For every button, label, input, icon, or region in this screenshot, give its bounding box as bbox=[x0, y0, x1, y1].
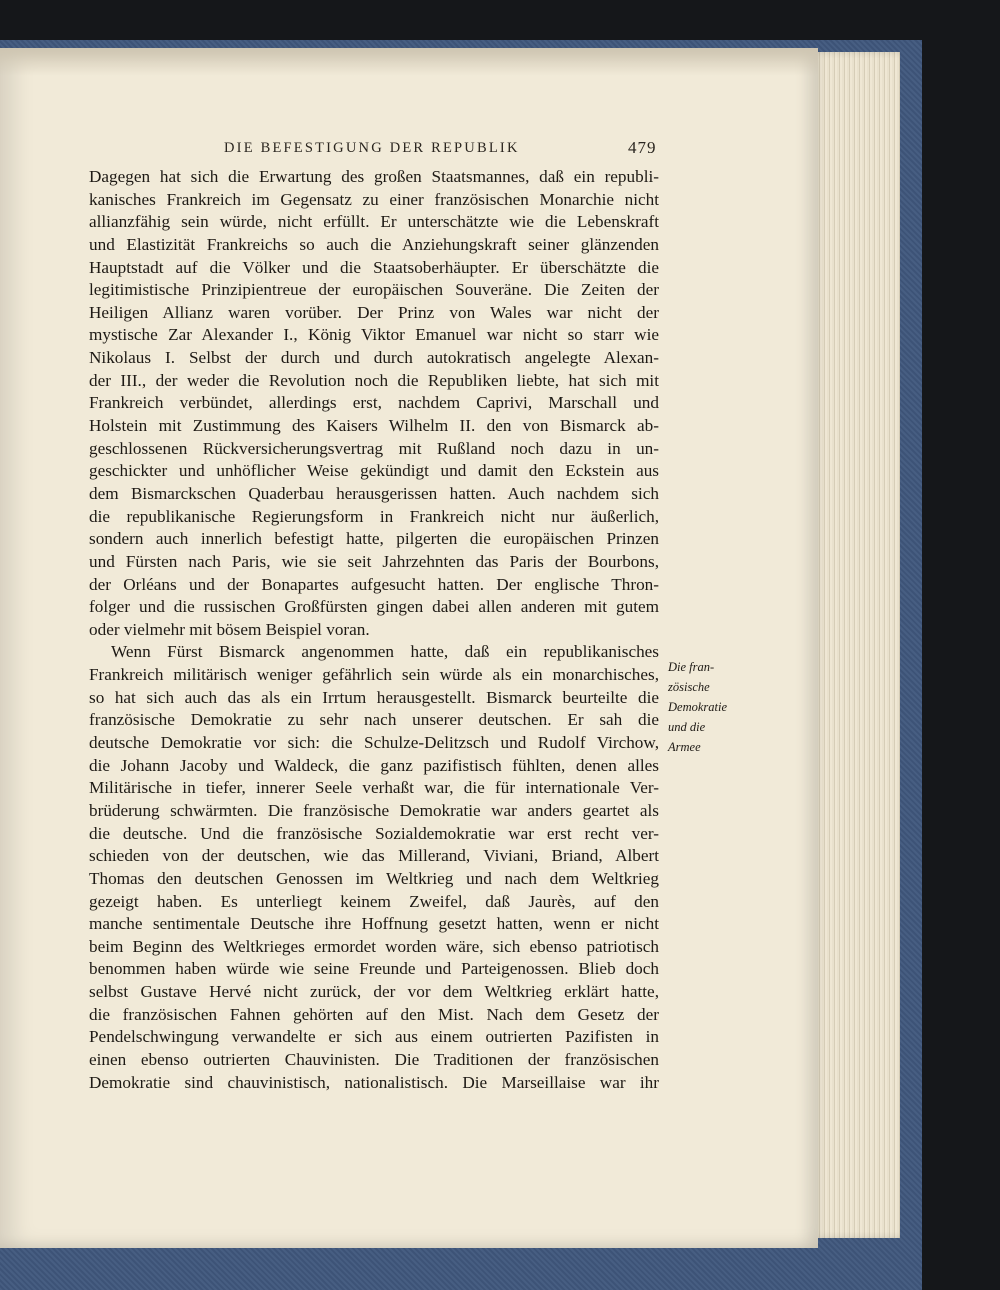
margin-note bbox=[668, 657, 748, 757]
text-line: Heiligen Allianz waren vorüber. Der Prinz von Wales war nicht der bbox=[89, 302, 659, 322]
margin-note-line: zösische bbox=[668, 680, 710, 694]
text-line: der III., der weder die Revolution noch die Republiken liebte, hat sich mit bbox=[89, 370, 659, 390]
text-line: folger und die russischen Großfürsten gingen dabei allen anderen mit gutem bbox=[89, 597, 659, 617]
text-line: oder vielmehr mit bösem Beispiel voran. bbox=[89, 619, 370, 639]
text-line: die Johann Jacoby und Waldeck, die ganz pazifistisch fühlten, denen alles bbox=[89, 755, 659, 775]
text-line: die deutsche. Und die französische Sozialdemokratie war erst recht ver- bbox=[89, 823, 659, 843]
text-line: so hat sich auch das als ein Irrtum herausgestellt. Bismarck beurteilte die bbox=[89, 687, 659, 707]
text-line: Dagegen hat sich die Erwartung des großen Staatsmannes, daß ein republi- bbox=[89, 167, 659, 186]
text-line: der Orléans und der Bonapartes aufgesucht hatten. Der englische Thron- bbox=[89, 574, 659, 594]
text-line: geschickter und unhöflicher Weise gekündigt und damit den Eckstein aus bbox=[89, 461, 659, 481]
text-line: selbst Gustave Hervé nicht zurück, der vor dem Weltkrieg erklärt hatte, bbox=[89, 982, 659, 1002]
text-line: Frankreich verbündet, allerdings erst, nachdem Caprivi, Marschall und bbox=[89, 393, 659, 413]
text-line: Wenn Fürst Bismarck angenommen hatte, daß ein republikanisches bbox=[111, 642, 659, 662]
text-line: beim Beginn des Weltkrieges ermordet worden wäre, sich ebenso patriotisch bbox=[89, 936, 659, 956]
text-line: allianzfähig sein würde, nicht erfüllt. Er unterschätzte wie die Lebenskraft bbox=[89, 212, 659, 232]
margin-note-line: Armee bbox=[668, 740, 701, 754]
text-line: brüderung schwärmten. Die französische Demokratie war anders geartet als bbox=[89, 800, 659, 820]
running-head: DIE BEFESTIGUNG DER REPUBLIK bbox=[224, 140, 520, 156]
text-line: einen ebenso outrierten Chauvinisten. Die Traditionen der französischen bbox=[89, 1049, 659, 1069]
text-line: manche sentimentale Deutsche ihre Hoffnung gesetzt hatten, wenn er nicht bbox=[89, 914, 659, 934]
text-line: sondern auch innerlich befestigt hatte, pilgerten die europäischen Prinzen bbox=[89, 529, 659, 549]
text-line: und Fürsten nach Paris, wie sie seit Jahrzehnten das Paris der Bourbons, bbox=[89, 551, 659, 571]
text-line: Demokratie sind chauvinistisch, nationalistisch. Die Marseillaise war ihr bbox=[89, 1072, 659, 1092]
text-line: benommen haben würde wie seine Freunde und Parteigenossen. Blieb doch bbox=[89, 959, 659, 979]
margin-note-line: Die fran- bbox=[668, 660, 715, 674]
text-line: Pendelschwingung verwandelte er sich aus einem outrierten Pazifisten in bbox=[89, 1027, 659, 1047]
text-line: Nikolaus I. Selbst der durch und durch autokratisch angelegte Alexan- bbox=[89, 348, 659, 368]
text-line: deutsche Demokratie vor sich: die Schulze-Delitzsch und Rudolf Virchow, bbox=[89, 733, 659, 753]
page-number: 479 bbox=[628, 138, 657, 157]
text-line: gezeigt haben. Es unterliegt keinem Zweifel, daß Jaurès, auf den bbox=[89, 891, 659, 911]
text-line: Holstein mit Zustimmung des Kaisers Wilhelm II. den von Bismarck ab- bbox=[89, 416, 659, 436]
body-text bbox=[89, 166, 659, 1094]
text-line: mystische Zar Alexander I., König Viktor Emanuel war nicht so starr wie bbox=[89, 325, 659, 345]
text-line: Militärische in tiefer, innerer Seele verhaßt war, die für internationale Ver- bbox=[89, 778, 659, 798]
margin-note-line: Demokratie bbox=[668, 700, 728, 714]
text-line: Hauptstadt auf die Völker und die Staatsoberhäupter. Er überschätzte die bbox=[89, 257, 659, 277]
page-top-shadow bbox=[0, 48, 818, 76]
page-edges bbox=[812, 52, 900, 1238]
text-line: die republikanische Regierungsform in Frankreich nicht nur äußerlich, bbox=[89, 506, 659, 526]
text-line: legitimistische Prinzipientreue der europäischen Souveräne. Die Zeiten der bbox=[89, 280, 659, 300]
text-line: geschlossenen Rückversicherungsvertrag mit Rußland noch dazu in un- bbox=[89, 438, 659, 458]
text-line: kanisches Frankreich im Gegensatz zu einer französischen Monarchie nicht bbox=[89, 189, 659, 209]
text-line: französische Demokratie zu sehr nach unserer deutschen. Er sah die bbox=[89, 710, 659, 730]
text-line: die französischen Fahnen gehörten auf den Mist. Nach dem Gesetz der bbox=[89, 1004, 659, 1024]
text-line: Frankreich militärisch weniger gefährlich sein würde als ein monarchisches, bbox=[89, 665, 659, 685]
text-line: und Elastizität Frankreichs so auch die Anziehungskraft seiner glänzenden bbox=[89, 234, 659, 254]
text-line: schieden von der deutschen, wie das Millerand, Viviani, Briand, Albert bbox=[89, 846, 659, 866]
text-line: dem Bismarckschen Quaderbau herausgerissen hatten. Auch nachdem sich bbox=[89, 483, 659, 503]
text-line: Thomas den deutschen Genossen im Weltkrieg und nach dem Weltkrieg bbox=[89, 868, 659, 888]
margin-note-line: und die bbox=[668, 720, 706, 734]
